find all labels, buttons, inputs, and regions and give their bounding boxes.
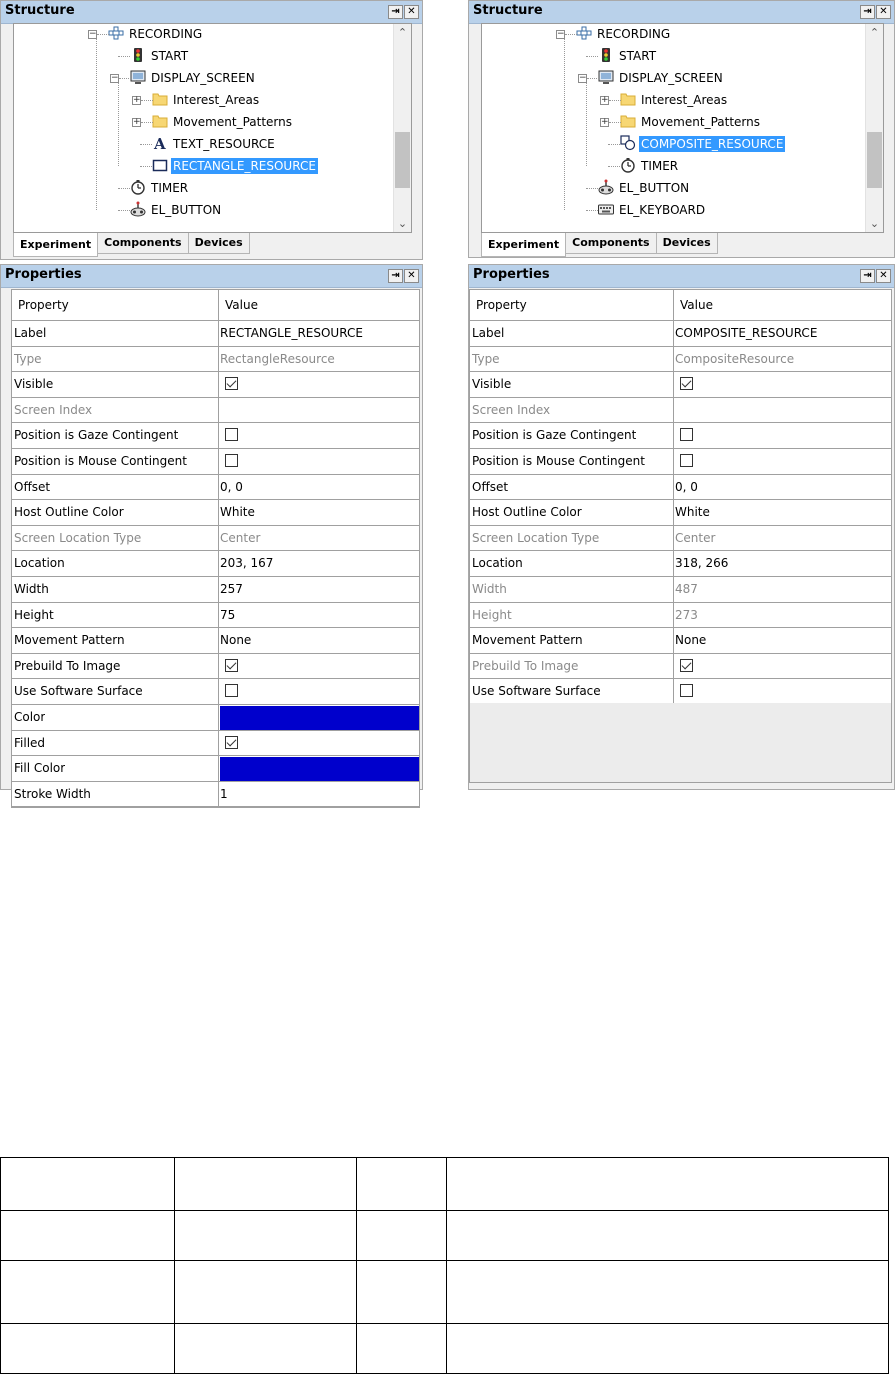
rectangle-icon: [152, 157, 168, 173]
tree-item-label: TIMER: [151, 181, 189, 195]
tree-item-label: EL_BUTTON: [151, 203, 222, 217]
close-icon[interactable]: ✕: [404, 269, 419, 283]
property-name: Label: [14, 326, 47, 340]
property-value[interactable]: RectangleResource: [218, 347, 419, 372]
property-row[interactable]: [470, 372, 891, 398]
property-row[interactable]: [12, 321, 419, 347]
value-column-header: Value: [218, 290, 419, 320]
property-checkbox[interactable]: [673, 449, 891, 474]
unchecked-checkbox[interactable]: [680, 684, 693, 697]
tree-line: [118, 210, 130, 211]
chevron-down-icon[interactable]: ⌄: [869, 217, 880, 230]
property-row[interactable]: [470, 679, 891, 705]
table-cell: [447, 1324, 889, 1374]
svg-text:A: A: [154, 135, 166, 151]
traffic-light-icon: [598, 47, 614, 63]
folder-icon: [620, 91, 636, 107]
property-row[interactable]: [470, 526, 891, 552]
property-row[interactable]: [470, 347, 891, 373]
property-checkbox[interactable]: [218, 654, 419, 679]
checked-checkbox[interactable]: [680, 659, 693, 672]
table-cell: [357, 1324, 447, 1374]
properties-titlebar: [469, 265, 894, 288]
expand-icon[interactable]: +: [601, 117, 609, 127]
property-name: Host Outline Color: [472, 505, 582, 520]
table-cell: [447, 1158, 889, 1211]
tree-line: [586, 56, 598, 57]
property-row[interactable]: [470, 321, 891, 347]
text-icon: [152, 135, 168, 151]
property-value[interactable]: CompositeResource: [673, 347, 891, 372]
tree-item-label: RECTANGLE_RESOURCE: [173, 159, 316, 173]
property-row[interactable]: [12, 603, 419, 629]
property-row[interactable]: [470, 628, 891, 654]
property-name: Screen Index: [472, 402, 551, 417]
property-name: Location: [472, 556, 523, 571]
property-value[interactable]: COMPOSITE_RESOURCE: [673, 321, 891, 346]
expand-icon[interactable]: +: [133, 117, 141, 127]
property-checkbox[interactable]: [218, 423, 419, 448]
collapse-icon[interactable]: −: [579, 73, 587, 83]
property-value[interactable]: 1: [218, 782, 419, 807]
tab-components[interactable]: Components: [565, 233, 656, 254]
property-row[interactable]: [12, 756, 419, 782]
tree-item-label: START: [619, 49, 657, 63]
property-name: Height: [472, 607, 512, 622]
property-name: Location: [14, 556, 65, 571]
property-row[interactable]: [470, 475, 891, 501]
unchecked-checkbox[interactable]: [225, 454, 238, 467]
property-value[interactable]: 0, 0: [673, 475, 891, 500]
tree-line: [140, 144, 152, 145]
unchecked-checkbox[interactable]: [680, 428, 693, 441]
table-cell: [1, 1158, 175, 1211]
pin-icon[interactable]: ⇥: [388, 5, 403, 19]
tree-line: [140, 166, 152, 167]
chevron-up-icon[interactable]: ⌃: [869, 26, 880, 39]
property-grid-empty-area: [469, 703, 892, 783]
tree-line: [609, 100, 621, 101]
property-name: Type: [472, 351, 500, 366]
tree-item[interactable]: [598, 68, 725, 88]
tree-item-label: TIMER: [641, 159, 679, 173]
tree-item-label: RECORDING: [597, 27, 671, 41]
structure-titlebar: [1, 1, 422, 24]
property-value[interactable]: None: [218, 628, 419, 653]
panel-title: Properties: [473, 267, 550, 282]
property-row[interactable]: [12, 449, 419, 475]
tree-item-label: TEXT_RESOURCE: [173, 137, 275, 151]
properties-panel-left: [0, 264, 423, 801]
property-name: Use Software Surface: [14, 684, 143, 699]
property-row[interactable]: [12, 551, 419, 577]
property-header: [12, 290, 419, 321]
tree-item[interactable]: [620, 134, 785, 154]
table-row: [1, 1261, 889, 1324]
property-grid: [469, 289, 892, 706]
property-name: Screen Location Type: [472, 530, 600, 545]
tree-item-label: Movement_Patterns: [641, 115, 760, 129]
tree-item-label: COMPOSITE_RESOURCE: [641, 137, 784, 151]
tree-line: [587, 78, 599, 79]
property-name: Width: [14, 581, 49, 596]
tree-line: [608, 166, 620, 167]
property-value[interactable]: None: [673, 628, 891, 653]
unchecked-checkbox[interactable]: [225, 684, 238, 697]
recording-icon: [576, 25, 592, 41]
tree-item[interactable]: [152, 134, 277, 154]
property-name: Fill Color: [14, 761, 66, 776]
table-row: [1, 1158, 889, 1211]
property-column-header: Property: [18, 298, 69, 312]
composite-icon: [620, 135, 636, 151]
property-row[interactable]: [12, 347, 419, 373]
table-cell: [447, 1211, 889, 1261]
tree-item[interactable]: [576, 24, 672, 44]
timer-icon: [130, 179, 146, 195]
folder-icon: [620, 113, 636, 129]
property-grid: [11, 289, 420, 808]
panel-title: Structure: [5, 3, 75, 18]
property-value[interactable]: 257: [218, 577, 419, 602]
property-row[interactable]: [470, 398, 891, 424]
tree-item-label: RECORDING: [129, 27, 203, 41]
property-checkbox[interactable]: [218, 679, 419, 704]
checked-checkbox[interactable]: [225, 736, 238, 749]
table-cell: [357, 1211, 447, 1261]
close-icon[interactable]: ✕: [876, 269, 891, 283]
tree-item[interactable]: [620, 112, 762, 132]
tree-line: [141, 100, 153, 101]
property-name: Type: [14, 351, 42, 366]
property-name: Position is Mouse Contingent: [472, 453, 645, 468]
tree-item[interactable]: [152, 156, 318, 176]
property-column-header: Property: [476, 298, 527, 312]
property-row[interactable]: [12, 782, 419, 808]
property-value[interactable]: 273: [673, 603, 891, 628]
tab-components[interactable]: Components: [97, 233, 188, 254]
tree-line: [96, 34, 97, 210]
tree-line: [118, 188, 130, 189]
properties-panel-right: [468, 264, 895, 790]
property-name: Visible: [14, 377, 54, 392]
close-icon[interactable]: ✕: [876, 5, 891, 19]
structure-panel-left: [0, 0, 423, 260]
table-cell: [1, 1261, 175, 1324]
property-name: Position is Mouse Contingent: [14, 453, 187, 468]
folder-icon: [152, 91, 168, 107]
property-name: Position is Gaze Contingent: [14, 428, 179, 443]
tree-item[interactable]: [152, 90, 261, 110]
table-cell: [1, 1324, 175, 1374]
property-name: Color: [14, 709, 46, 724]
property-name: Offset: [472, 479, 509, 494]
property-value[interactable]: [218, 398, 419, 423]
tree-item-label: START: [151, 49, 189, 63]
tree-line: [609, 122, 621, 123]
table-cell: [357, 1158, 447, 1211]
property-name: Width: [472, 581, 507, 596]
expand-icon[interactable]: +: [133, 95, 141, 105]
vertical-scrollbar[interactable]: [865, 24, 883, 232]
table-cell: [357, 1261, 447, 1324]
tab-devices[interactable]: Devices: [656, 233, 718, 254]
property-checkbox[interactable]: [218, 372, 419, 397]
vertical-scrollbar[interactable]: [393, 24, 411, 232]
tree-item[interactable]: [620, 156, 680, 176]
property-row[interactable]: [470, 449, 891, 475]
tree-line: [565, 34, 577, 35]
tree-item[interactable]: [598, 178, 691, 198]
property-name: Height: [14, 607, 54, 622]
tree-item-label: DISPLAY_SCREEN: [151, 71, 255, 85]
gamepad-icon: [598, 179, 614, 195]
property-row[interactable]: [12, 372, 419, 398]
property-value[interactable]: Center: [218, 526, 419, 551]
structure-titlebar: [469, 1, 894, 24]
tree-line: [586, 188, 598, 189]
tree-item-label: DISPLAY_SCREEN: [619, 71, 723, 85]
property-row[interactable]: [470, 654, 891, 680]
tree-item[interactable]: [108, 24, 204, 44]
tree-item-label: EL_BUTTON: [619, 181, 690, 195]
property-value[interactable]: 487: [673, 577, 891, 602]
keyboard-icon: [598, 201, 614, 217]
tab-experiment[interactable]: Experiment: [481, 233, 566, 257]
pin-icon[interactable]: ⇥: [860, 5, 875, 19]
table-cell: [175, 1261, 357, 1324]
property-name: Movement Pattern: [472, 633, 583, 648]
property-name: Host Outline Color: [14, 505, 124, 520]
collapse-icon[interactable]: −: [89, 29, 97, 39]
property-row[interactable]: [12, 526, 419, 552]
tree-item-label: Interest_Areas: [641, 93, 728, 107]
property-name: Position is Gaze Contingent: [472, 428, 637, 443]
property-name: Screen Index: [14, 402, 93, 417]
property-name: Visible: [472, 377, 512, 392]
tree-item[interactable]: [130, 200, 223, 220]
property-name: Use Software Surface: [472, 684, 601, 699]
property-checkbox[interactable]: [673, 372, 891, 397]
property-row[interactable]: [470, 500, 891, 526]
scrollbar-thumb[interactable]: [395, 132, 410, 188]
unchecked-checkbox[interactable]: [680, 454, 693, 467]
color-swatch[interactable]: [220, 757, 419, 781]
tree-item[interactable]: [620, 90, 729, 110]
property-checkbox[interactable]: [673, 679, 891, 704]
unchecked-checkbox[interactable]: [225, 428, 238, 441]
tree-item[interactable]: [130, 68, 257, 88]
tree-item-label: EL_KEYBOARD: [619, 203, 706, 217]
color-value[interactable]: [218, 705, 419, 730]
property-name: Stroke Width: [14, 786, 91, 801]
tab-devices[interactable]: Devices: [188, 233, 250, 254]
property-value[interactable]: 75: [218, 603, 419, 628]
checked-checkbox[interactable]: [680, 377, 693, 390]
panel-title: Properties: [5, 267, 82, 282]
table-row: [1, 1211, 889, 1261]
tree-item-label: Movement_Patterns: [173, 115, 292, 129]
panel-title: Structure: [473, 3, 543, 18]
tree-item[interactable]: [598, 200, 707, 220]
tree-item[interactable]: [152, 112, 294, 132]
table-cell: [175, 1211, 357, 1261]
chevron-up-icon[interactable]: ⌃: [397, 26, 408, 39]
properties-titlebar: [1, 265, 422, 288]
property-row[interactable]: [470, 551, 891, 577]
structure-tabs: [481, 233, 717, 257]
tree-item[interactable]: [130, 46, 190, 66]
checked-checkbox[interactable]: [225, 659, 238, 672]
property-name: Offset: [14, 479, 51, 494]
table-cell: [1, 1211, 175, 1261]
property-value[interactable]: White: [673, 500, 891, 525]
tab-experiment[interactable]: Experiment: [13, 233, 98, 257]
traffic-light-icon: [130, 47, 146, 63]
expand-icon[interactable]: +: [601, 95, 609, 105]
scrollbar-thumb[interactable]: [867, 132, 882, 188]
tree-line: [97, 34, 109, 35]
pin-icon[interactable]: ⇥: [388, 269, 403, 283]
property-name: Prebuild To Image: [14, 658, 121, 673]
pin-icon[interactable]: ⇥: [860, 269, 875, 283]
property-row[interactable]: [12, 398, 419, 424]
property-row[interactable]: [12, 423, 419, 449]
property-row[interactable]: [12, 705, 419, 731]
collapse-icon[interactable]: −: [557, 29, 565, 39]
tree-line: [119, 78, 131, 79]
property-name: Filled: [14, 735, 46, 750]
table-cell: [175, 1158, 357, 1211]
gamepad-icon: [130, 201, 146, 217]
empty-table: [0, 1157, 889, 1374]
timer-icon: [620, 157, 636, 173]
recording-icon: [108, 25, 124, 41]
tree-line: [141, 122, 153, 123]
tree-item[interactable]: [130, 178, 190, 198]
property-name: Screen Location Type: [14, 530, 142, 545]
property-name: Movement Pattern: [14, 633, 125, 648]
property-row[interactable]: [470, 423, 891, 449]
structure-tree: [481, 23, 884, 233]
color-value[interactable]: [218, 756, 419, 781]
property-row[interactable]: [12, 577, 419, 603]
property-checkbox[interactable]: [218, 449, 419, 474]
property-row[interactable]: [12, 731, 419, 757]
property-row[interactable]: [470, 603, 891, 629]
folder-icon: [152, 113, 168, 129]
property-name: Label: [472, 326, 505, 340]
table-row: [1, 1324, 889, 1374]
property-row[interactable]: [12, 679, 419, 705]
property-value[interactable]: White: [218, 500, 419, 525]
property-name: Prebuild To Image: [472, 658, 579, 673]
property-value[interactable]: Center: [673, 526, 891, 551]
value-column-header: Value: [673, 290, 891, 320]
property-checkbox[interactable]: [218, 731, 419, 756]
tree-line: [118, 80, 119, 166]
monitor-icon: [598, 69, 614, 85]
table-cell: [447, 1261, 889, 1324]
property-row[interactable]: [12, 500, 419, 526]
tree-line: [118, 56, 130, 57]
property-checkbox[interactable]: [673, 423, 891, 448]
checked-checkbox[interactable]: [225, 377, 238, 390]
structure-tree: [13, 23, 412, 233]
tree-line: [586, 210, 598, 211]
chevron-down-icon[interactable]: ⌄: [397, 217, 408, 230]
property-value[interactable]: 0, 0: [218, 475, 419, 500]
structure-panel-right: [468, 0, 895, 258]
property-value[interactable]: [673, 398, 891, 423]
property-row[interactable]: [12, 628, 419, 654]
collapse-icon[interactable]: −: [111, 73, 119, 83]
property-value[interactable]: 318, 266: [673, 551, 891, 576]
color-swatch[interactable]: [220, 706, 419, 730]
tree-line: [608, 144, 620, 145]
tree-line: [564, 34, 565, 210]
structure-tabs: [13, 233, 249, 257]
tree-item[interactable]: [598, 46, 658, 66]
property-value[interactable]: 203, 167: [218, 551, 419, 576]
property-value[interactable]: RECTANGLE_RESOURCE: [218, 321, 419, 346]
property-header: [470, 290, 891, 321]
property-row[interactable]: [12, 475, 419, 501]
property-checkbox[interactable]: [673, 654, 891, 679]
property-row[interactable]: [12, 654, 419, 680]
table-cell: [175, 1324, 357, 1374]
tree-item-label: Interest_Areas: [173, 93, 260, 107]
close-icon[interactable]: ✕: [404, 5, 419, 19]
property-row[interactable]: [470, 577, 891, 603]
tree-line: [586, 80, 587, 166]
monitor-icon: [130, 69, 146, 85]
